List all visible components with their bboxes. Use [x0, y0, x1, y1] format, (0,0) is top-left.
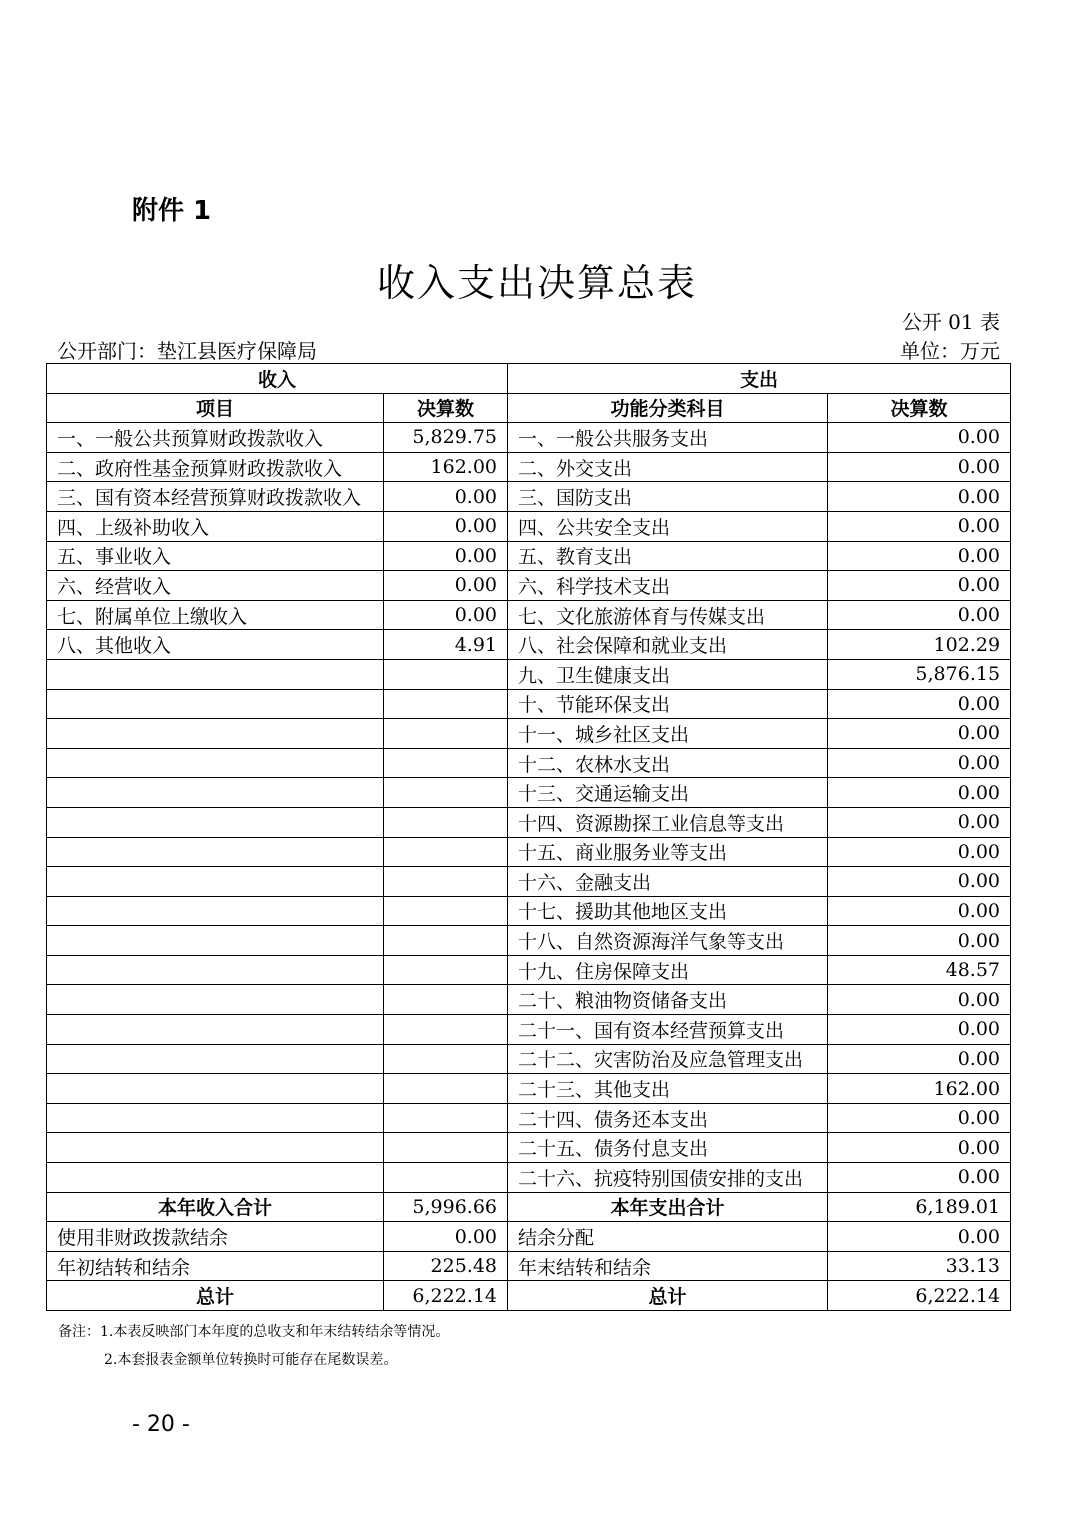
expense-amount: 0.00 [828, 1163, 1011, 1193]
expense-item: 十九、住房保障支出 [508, 955, 828, 985]
expense-amount: 102.29 [828, 630, 1011, 660]
table-row [47, 955, 1011, 985]
table-row [47, 423, 1011, 453]
expense-amount: 0.00 [828, 511, 1011, 541]
income-item [47, 659, 384, 689]
surplus-distribution-label: 结余分配 [508, 1222, 828, 1252]
table-row [47, 630, 1011, 660]
expense-amount: 0.00 [828, 1133, 1011, 1163]
table-row [47, 452, 1011, 482]
table-row [47, 837, 1011, 867]
expense-amount: 5,876.15 [828, 659, 1011, 689]
income-item [47, 896, 384, 926]
table-row [47, 1074, 1011, 1104]
expense-amount: 0.00 [828, 482, 1011, 512]
income-item [47, 1133, 384, 1163]
income-item: 六、经营收入 [47, 571, 384, 601]
expense-amount: 0.00 [828, 1103, 1011, 1133]
expense-amount: 0.00 [828, 896, 1011, 926]
table-row [47, 541, 1011, 571]
expense-amount: 162.00 [828, 1074, 1011, 1104]
begin-carryover-value: 225.48 [384, 1251, 508, 1281]
col-header-amount: 决算数 [384, 393, 508, 423]
expense-item: 十七、援助其他地区支出 [508, 896, 828, 926]
income-amount [384, 1015, 508, 1045]
unit-label: 单位：万元 [900, 339, 1000, 363]
income-amount [384, 719, 508, 749]
expense-amount: 0.00 [828, 985, 1011, 1015]
expense-item: 十四、资源勘探工业信息等支出 [508, 807, 828, 837]
table-row [47, 1015, 1011, 1045]
department-label: 公开部门：垫江县医疗保障局 [57, 339, 317, 363]
income-amount [384, 1103, 508, 1133]
income-item: 三、国有资本经营预算财政拨款收入 [47, 482, 384, 512]
begin-carryover-label: 年初结转和结余 [47, 1251, 384, 1281]
table-row [47, 926, 1011, 956]
income-item [47, 807, 384, 837]
year-expense-total-value: 6,189.01 [828, 1192, 1011, 1222]
table-row [47, 600, 1011, 630]
expense-item: 四、公共安全支出 [508, 511, 828, 541]
expense-amount: 0.00 [828, 571, 1011, 601]
income-amount [384, 778, 508, 808]
income-item: 七、附属单位上缴收入 [47, 600, 384, 630]
nonfiscal-label: 使用非财政拨款结余 [47, 1222, 384, 1252]
table-row [47, 1044, 1011, 1074]
expense-amount: 0.00 [828, 600, 1011, 630]
income-item [47, 689, 384, 719]
table-row [47, 1133, 1011, 1163]
income-item [47, 748, 384, 778]
attachment-label: 附件 1 [132, 196, 212, 226]
expense-item: 三、国防支出 [508, 482, 828, 512]
expense-item: 二十三、其他支出 [508, 1074, 828, 1104]
expense-amount: 0.00 [828, 1044, 1011, 1074]
income-amount: 0.00 [384, 600, 508, 630]
income-amount [384, 1163, 508, 1193]
table-row [47, 689, 1011, 719]
table-row [47, 748, 1011, 778]
table-row [47, 896, 1011, 926]
year-income-total-value: 5,996.66 [384, 1192, 508, 1222]
carryover-row [47, 1251, 1011, 1281]
table-row [47, 807, 1011, 837]
income-item: 二、政府性基金预算财政拨款收入 [47, 452, 384, 482]
income-amount: 0.00 [384, 511, 508, 541]
income-amount: 0.00 [384, 571, 508, 601]
income-group-header: 收入 [47, 364, 508, 394]
income-amount [384, 926, 508, 956]
grand-total-expense-value: 6,222.14 [828, 1281, 1011, 1311]
income-amount [384, 659, 508, 689]
expense-item: 七、文化旅游体育与传媒支出 [508, 600, 828, 630]
expense-item: 二十六、抗疫特别国债安排的支出 [508, 1163, 828, 1193]
income-amount [384, 955, 508, 985]
nonfiscal-row [47, 1222, 1011, 1252]
income-amount [384, 837, 508, 867]
income-amount: 0.00 [384, 482, 508, 512]
income-item [47, 1103, 384, 1133]
table-row [47, 1163, 1011, 1193]
end-carryover-value: 33.13 [828, 1251, 1011, 1281]
year-total-row [47, 1192, 1011, 1222]
surplus-distribution-value: 0.00 [828, 1222, 1011, 1252]
table-row [47, 719, 1011, 749]
end-carryover-label: 年末结转和结余 [508, 1251, 828, 1281]
expense-item: 五、教育支出 [508, 541, 828, 571]
table-row [47, 511, 1011, 541]
expense-item: 九、卫生健康支出 [508, 659, 828, 689]
expense-item: 十八、自然资源海洋气象等支出 [508, 926, 828, 956]
expense-item: 十二、农林水支出 [508, 748, 828, 778]
grand-total-income-label: 总计 [47, 1281, 384, 1311]
expense-amount: 0.00 [828, 1015, 1011, 1045]
expense-amount: 0.00 [828, 748, 1011, 778]
expense-item: 二十二、灾害防治及应急管理支出 [508, 1044, 828, 1074]
income-item [47, 1044, 384, 1074]
income-amount [384, 896, 508, 926]
income-amount: 5,829.75 [384, 423, 508, 453]
income-item [47, 1015, 384, 1045]
table-row [47, 482, 1011, 512]
budget-summary-table [46, 363, 1011, 1311]
expense-amount: 0.00 [828, 807, 1011, 837]
expense-item: 十六、金融支出 [508, 867, 828, 897]
col-header-amount-2: 决算数 [828, 393, 1011, 423]
expense-amount: 0.00 [828, 778, 1011, 808]
expense-amount: 0.00 [828, 926, 1011, 956]
income-amount: 4.91 [384, 630, 508, 660]
expense-item: 六、科学技术支出 [508, 571, 828, 601]
income-amount [384, 748, 508, 778]
income-amount [384, 985, 508, 1015]
grand-total-row [47, 1281, 1011, 1311]
income-item: 八、其他收入 [47, 630, 384, 660]
table-row [47, 867, 1011, 897]
income-amount [384, 1133, 508, 1163]
income-item [47, 867, 384, 897]
income-item: 五、事业收入 [47, 541, 384, 571]
year-expense-total-label: 本年支出合计 [508, 1192, 828, 1222]
expense-item: 十一、城乡社区支出 [508, 719, 828, 749]
note-2: 2.本套报表金额单位转换时可能存在尾数误差。 [104, 1352, 398, 1368]
income-item [47, 1074, 384, 1104]
expense-amount: 0.00 [828, 541, 1011, 571]
note-1: 备注：1.本表反映部门本年度的总收支和年末结转结余等情况。 [58, 1324, 450, 1340]
expense-item: 十、节能环保支出 [508, 689, 828, 719]
table-group-header-row [47, 364, 1011, 394]
expense-amount: 0.00 [828, 867, 1011, 897]
col-header-function: 功能分类科目 [508, 393, 828, 423]
expense-amount: 0.00 [828, 719, 1011, 749]
income-item [47, 837, 384, 867]
income-item [47, 778, 384, 808]
income-amount: 0.00 [384, 541, 508, 571]
income-item [47, 926, 384, 956]
table-column-header-row [47, 393, 1011, 423]
expense-amount: 0.00 [828, 689, 1011, 719]
income-item [47, 719, 384, 749]
expense-amount: 48.57 [828, 955, 1011, 985]
income-amount [384, 1044, 508, 1074]
income-amount: 162.00 [384, 452, 508, 482]
income-amount [384, 807, 508, 837]
expense-item: 二十四、债务还本支出 [508, 1103, 828, 1133]
expense-item: 二十、粮油物资储备支出 [508, 985, 828, 1015]
table-row [47, 659, 1011, 689]
income-item [47, 985, 384, 1015]
income-item [47, 955, 384, 985]
table-row [47, 985, 1011, 1015]
expense-amount: 0.00 [828, 837, 1011, 867]
income-amount [384, 1074, 508, 1104]
grand-total-expense-label: 总计 [508, 1281, 828, 1311]
expense-item: 十五、商业服务业等支出 [508, 837, 828, 867]
expense-amount: 0.00 [828, 452, 1011, 482]
expense-item: 二十五、债务付息支出 [508, 1133, 828, 1163]
income-item [47, 1163, 384, 1193]
table-row [47, 1103, 1011, 1133]
nonfiscal-value: 0.00 [384, 1222, 508, 1252]
income-amount [384, 867, 508, 897]
expense-amount: 0.00 [828, 423, 1011, 453]
notes [58, 1318, 449, 1374]
expense-item: 二、外交支出 [508, 452, 828, 482]
income-item: 四、上级补助收入 [47, 511, 384, 541]
table-row [47, 778, 1011, 808]
year-income-total-label: 本年收入合计 [47, 1192, 384, 1222]
form-code: 公开 01 表 [901, 310, 1000, 334]
expense-item: 二十一、国有资本经营预算支出 [508, 1015, 828, 1045]
col-header-item: 项目 [47, 393, 384, 423]
expense-item: 八、社会保障和就业支出 [508, 630, 828, 660]
expense-item: 一、一般公共服务支出 [508, 423, 828, 453]
income-amount [384, 689, 508, 719]
expense-item: 十三、交通运输支出 [508, 778, 828, 808]
page-number: - 20 - [132, 1412, 190, 1437]
income-item: 一、一般公共预算财政拨款收入 [47, 423, 384, 453]
expense-group-header: 支出 [508, 364, 1011, 394]
table-row [47, 571, 1011, 601]
page-title: 收入支出决算总表 [376, 261, 697, 305]
grand-total-income-value: 6,222.14 [384, 1281, 508, 1311]
